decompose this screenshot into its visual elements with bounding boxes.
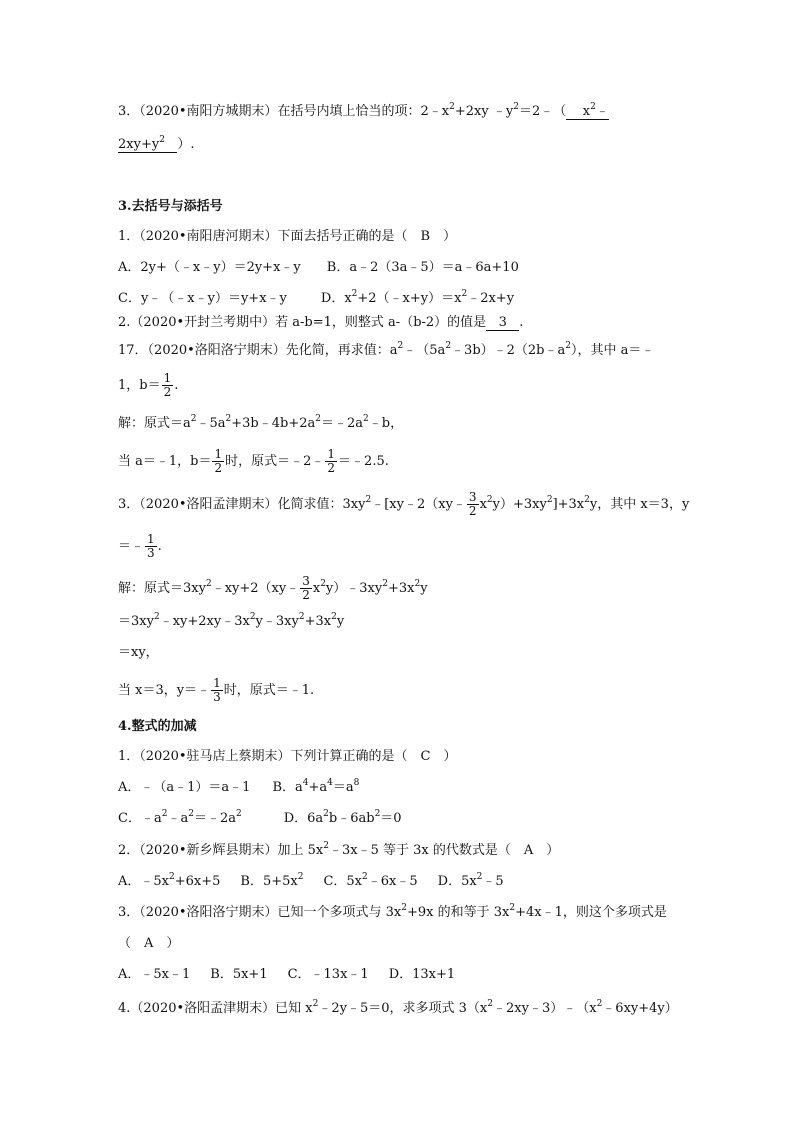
fraction: $\frac{3}{2}$ bbox=[468, 490, 477, 518]
fraction: $\frac{1}{2}$ bbox=[327, 447, 336, 475]
section-4-heading: 4.整式的加减 bbox=[118, 719, 197, 734]
s3-q3-solution-step-1: 解：原式$=3xy^2﹣xy+2(xy﹣$ $\frac{3}{2}$ $x^2y)﹣3xy^2+3x^2y$ bbox=[118, 574, 428, 602]
problem-3-fill-line-1: 3．（2020•南阳方城期末）在括号内填上恰当的项：$2﹣x^2+2xy$ $﹣y^2=2﹣$（ $x^2﹣$ bbox=[118, 102, 609, 119]
problem-3-fill-line-2: $2xy+y^2$ ）. bbox=[118, 135, 195, 152]
s3-q17-evaluation: 当 a＝﹣1，b＝ $\frac{1}{2}$ 时，原式＝﹣2﹣ $\frac{1}{2}$ ＝﹣2.5. bbox=[118, 447, 389, 475]
s3-question-2: 2.（2020•开封兰考期中）若 a-b=1，则整式 a-（b-2）的值是 3 . bbox=[118, 315, 524, 330]
s4-question-3-line-2: （ A ） bbox=[118, 936, 180, 951]
s3-q1-options-ab: A．2y+（﹣x﹣y）＝2y+x﹣y B．a﹣2（3a﹣5）＝a﹣6a+10 bbox=[118, 260, 519, 275]
s3-q1-options-cd: C．y﹣（﹣x﹣y）＝y+x﹣y D．$x^2+2(﹣x+y)=x^2﹣2x+y$ bbox=[118, 289, 515, 306]
fraction: $\frac{1}{2}$ bbox=[214, 447, 223, 475]
s4-q3-options: A．﹣5x﹣1 B．5x+1 C．﹣13x﹣1 D．13x+1 bbox=[118, 967, 456, 982]
s3-q17-solution: 解：原式$=a^2﹣5a^2+3b﹣4b+2a^2=﹣2a^2﹣b$， bbox=[118, 414, 404, 431]
s3-q3-solution-step-2: $=3xy^2﹣xy+2xy﹣3x^2y﹣3xy^2+3x^2y$ bbox=[118, 612, 345, 629]
section-3-heading: 3.去括号与添括号 bbox=[118, 199, 223, 214]
answer-blank: $x^2﹣$ bbox=[566, 104, 609, 120]
s4-question-2: 2．（2020•新乡辉县期末）加上 $5x^2﹣3x﹣5$ 等于 3x 的代数式是（ A ） bbox=[118, 841, 560, 858]
s3-question-3-line-2: ＝﹣ $\frac{1}{3}$ . bbox=[118, 532, 162, 560]
fraction: $\frac{1}{2}$ bbox=[163, 371, 172, 399]
s4-q1-options-ab: A．﹣（a﹣1）＝a﹣1 B．$a^4+a^4=a^8$ bbox=[118, 778, 360, 795]
fraction: $\frac{1}{3}$ bbox=[147, 532, 155, 560]
answer-blank-continued: $2xy+y^2$ bbox=[118, 137, 177, 153]
s4-q2-options: A．$﹣5x^2+6x+5$ B．$5+5x^2$ C．$5x^2﹣6x﹣5$ D．$5x^2﹣5$ bbox=[118, 872, 504, 889]
s3-question-17-line-1: 17．（2020•洛阳洛宁期末）先化简，再求值：$a^2﹣(5a^2﹣3b)﹣2(2b﹣a^2)$，其中 a＝﹣ bbox=[118, 341, 655, 358]
s3-question-3-line-1: 3．（2020•洛阳孟津期末）化简求值：$3xy^2﹣[xy﹣2(xy﹣$ $\frac{3}{2}$ $x^2y)+3xy^2]+3x^2y$，其中 x＝3，y bbox=[118, 490, 690, 518]
s4-question-3-line-1: 3．（2020•洛阳洛宁期末）已知一个多项式与 $3x^2+9x$ 的和等于 $3x^2+4x﹣1$，则这个多项式是 bbox=[118, 903, 667, 920]
s4-question-4: 4.（2020•洛阳孟津期末）已知 $x^2﹣2y﹣5=0$，求多项式 $3(x^2﹣2xy﹣3)﹣(x^2﹣6xy+4y)$ bbox=[118, 999, 678, 1016]
fraction: $\frac{1}{3}$ bbox=[213, 676, 221, 704]
answer-blank: 3 bbox=[486, 315, 519, 331]
s3-q3-evaluation: 当 x＝3，y＝﹣ $\frac{1}{3}$ 时，原式＝﹣1. bbox=[118, 676, 315, 704]
s3-question-1: 1．（2020•南阳唐河期末）下面去括号正确的是（ B ） bbox=[118, 229, 457, 244]
s4-q1-options-cd: C．$﹣a^2﹣a^2=﹣2a^2$ D．$6a^2b﹣6ab^2=0$ bbox=[118, 809, 402, 826]
s3-q3-solution-step-3: ＝xy， bbox=[118, 645, 159, 660]
s3-question-17-line-2: 1，b＝ $\frac{1}{2}$ . bbox=[118, 371, 179, 399]
fraction: $\frac{3}{2}$ bbox=[302, 574, 310, 602]
s4-question-1: 1．（2020•驻马店上蔡期末）下列计算正确的是（ C ） bbox=[118, 749, 457, 764]
